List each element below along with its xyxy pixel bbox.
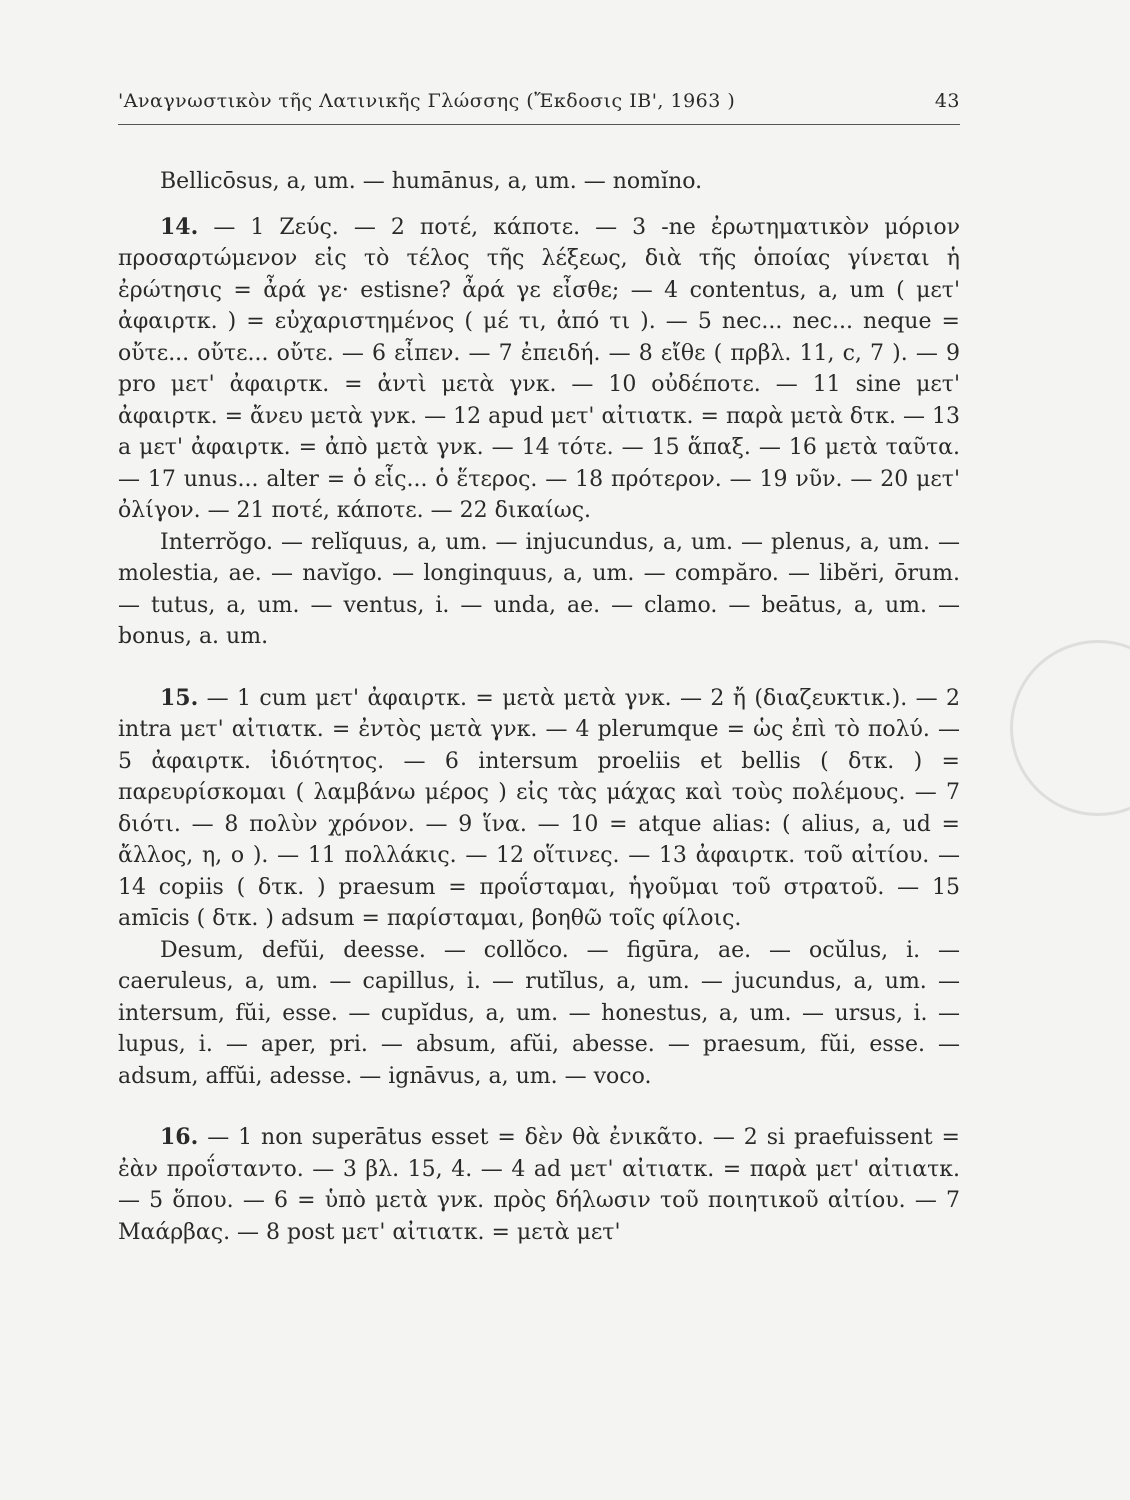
running-header	[118, 90, 960, 118]
section-number-14: 14.	[160, 213, 199, 240]
library-stamp	[1010, 640, 1130, 816]
section-15-notes: 15. — 1 cum μετ' ἀφαιρτκ. = μετὰ μετὰ γνκ. — 2 ἤ (διαζευκτικ.). — 2 intra μετ' αἰτιατκ. = ἐντὸς μετὰ γνκ. — 4 plerumque = ὡς ἐπὶ τὸ πολύ. — 5 ἀφαιρτκ. ἰδιότητος. — 6 intersum proeliis et bellis ( δτκ. ) = παρευρίσκομαι ( λαμβάνω μέρος ) εἰς τὰς μάχας καὶ τοὺς πολέμους. — 7 διότι. — 8 πολὺν χρόνον. — 9 ἵνα. — 10 = atque alias: ( alius, a, ud = ἄλλος, η, ο ). — 11 πολλάκις. — 12 οἵτινες. — 13 ἀφαιρτκ. τοῦ αἰτίου. — 14 copiis ( δτκ. ) praesum = προΐσταμαι, ἡγοῦμαι τοῦ στρατοῦ. — 15 amīcis ( δτκ. ) adsum = παρίσταμαι, βοηθῶ τοῖς φίλοις.	[118, 684, 960, 931]
section-16-notes: 16. — 1 non superātus esset = δὲν θὰ ἐνικᾶτο. — 2 si praefuissent = ἐὰν προΐσταντο. — 3 βλ. 15, 4. — 4 ad μετ' αἰτιατκ. = παρὰ μετ' αἰτιατκ. — 5 ὅπου. — 6 = ὑπὸ μετὰ γνκ. πρὸς δήλωσιν τοῦ ποιητικοῦ αἰτίου. — 7 Μαάρβας. — 8 post μετ' αἰτιατκ. = μετὰ μετ'	[118, 1124, 960, 1245]
page-body	[118, 166, 960, 1248]
section-number-16: 16.	[160, 1124, 199, 1150]
section-number-15: 15.	[160, 684, 199, 711]
page-number: 43	[934, 90, 960, 112]
section-15-vocabulary: Desum, defŭi, deesse. — collŏco. — figūra, ae. — ocŭlus, i. — caeruleus, a, um. — capillus, i. — rutĭlus, a, um. — jucundus, a, um. — intersum, fŭi, esse. — cupĭdus, a, um. — honestus, a, um. — ursus, i. — lupus, i. — aper, pri. — absum, afŭi, abesse. — praesum, fŭi, esse. — adsum, affŭi, adesse. — ignāvus, a, um. — voco.	[118, 937, 960, 1089]
header-rule	[118, 124, 960, 125]
vocabulary-paragraph: Bellicōsus, a, um. — humānus, a, um. — nomĭno.	[160, 169, 703, 194]
section-14-vocabulary: Interrŏgo. — relĭquus, a, um. — injucundus, a, um. — plenus, a, um. — molestia, ae. — navĭgo. — longinquus, a, um. — compăro. — libĕri, ōrum. — tutus, a, um. — ventus, i. — unda, ae. — clamo. — beātus, a, um. — bonus, a. um.	[118, 529, 960, 649]
book-title: 'Αναγνωστικὸν τῆς Λατινικῆς Γλώσσης (Ἔκδοσις ΙΒ', 1963 )	[118, 90, 736, 112]
section-14-notes: 14. — 1 Ζεύς. — 2 ποτέ, κάποτε. — 3 -ne ἐρωτηματικὸν μόριον προσαρτώμενον εἰς τὸ τέλος τῆς λέξεως, διὰ τῆς ὁποίας γίνεται ἡ ἐρώτησις = ἆρά γε· estisne? ἆρά γε εἶσθε; — 4 contentus, a, um ( μετ' ἀφαιρτκ. ) = εὐχαριστημένος ( μέ τι, ἀπό τι ). — 5 nec... nec... neque = οὔτε... οὔτε... οὔτε. — 6 εἶπεν. — 7 ἐπειδή. — 8 εἴθε ( πρβλ. 11, c, 7 ). — 9 pro μετ' ἀφαιρτκ. = ἀντὶ μετὰ γνκ. — 10 οὐδέποτε. — 11 sine μετ' ἀφαιρτκ. = ἄνευ μετὰ γνκ. — 12 apud μετ' αἰτιατκ. = παρὰ μετὰ δτκ. — 13 a μετ' ἀφαιρτκ. = ἀπὸ μετὰ γνκ. — 14 τότε. — 15 ἅπαξ. — 16 μετὰ ταῦτα. — 17 unus... alter = ὁ εἷς... ὁ ἕτερος. — 18 πρότερον. — 19 νῦν. — 20 μετ' ὀλίγον. — 21 ποτέ, κάποτε. — 22 δικαίως.	[118, 213, 960, 523]
